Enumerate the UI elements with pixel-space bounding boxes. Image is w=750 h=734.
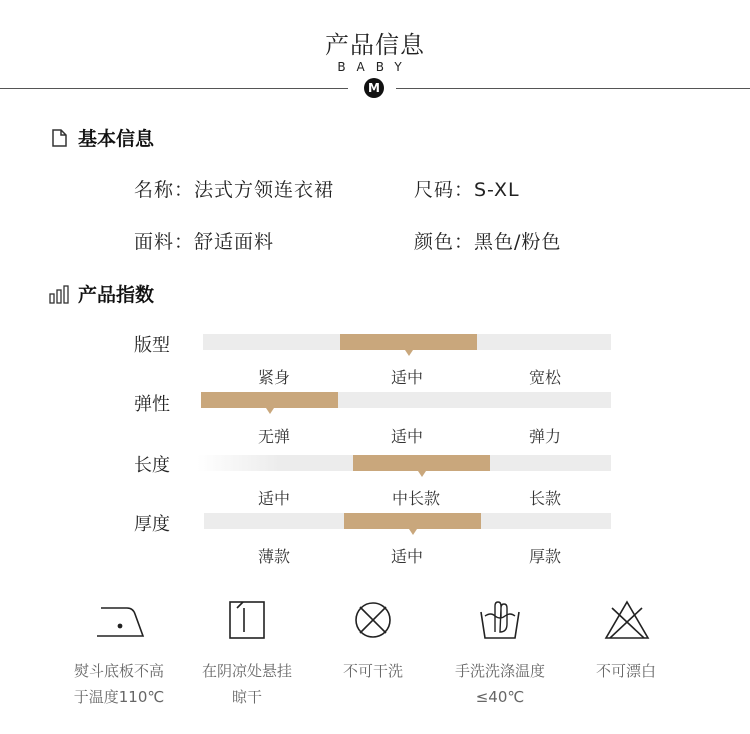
index-fill bbox=[344, 513, 481, 529]
index-row-label: 长度 bbox=[134, 455, 170, 476]
scale-label: 厚款 bbox=[528, 547, 561, 566]
scale-label: 宽松 bbox=[528, 368, 561, 387]
shade-dry-icon bbox=[220, 598, 274, 642]
scale-label: 薄款 bbox=[257, 547, 290, 566]
index-fill bbox=[340, 334, 477, 350]
scale-label: 适中 bbox=[390, 427, 423, 446]
basic-info-heading bbox=[48, 124, 154, 151]
product-color: 颜色：黑色/粉色 bbox=[414, 231, 562, 253]
index-row-label: 厚度 bbox=[134, 514, 170, 535]
scale-label: 紧身 bbox=[257, 368, 290, 387]
care-line: 手洗洗涤温度 bbox=[454, 662, 545, 680]
scale-label: 适中 bbox=[390, 547, 423, 566]
basic-info-title: 基本信息 bbox=[78, 128, 155, 150]
pointer-icon bbox=[266, 408, 274, 414]
care-shade-dry-text bbox=[182, 658, 312, 710]
scale-label: 适中 bbox=[390, 368, 423, 387]
pointer-icon bbox=[409, 529, 417, 535]
care-line: 晾干 bbox=[231, 688, 262, 706]
care-hand-wash-text bbox=[435, 658, 565, 710]
product-fabric: 面料：舒适面料 bbox=[134, 231, 275, 253]
no-bleach-icon bbox=[600, 598, 654, 642]
care-line: ≤40℃ bbox=[475, 688, 525, 706]
care-no-dry-clean-text bbox=[308, 658, 438, 684]
scale-label: 适中 bbox=[257, 489, 290, 508]
divider-right bbox=[396, 88, 750, 89]
bar-chart-icon bbox=[48, 283, 70, 305]
index-heading bbox=[48, 280, 154, 307]
care-no-bleach-text bbox=[561, 658, 691, 684]
index-row-label: 版型 bbox=[134, 335, 170, 356]
care-line: 不可漂白 bbox=[595, 662, 656, 680]
size-badge: M bbox=[364, 78, 384, 98]
care-line: 于温度110℃ bbox=[73, 688, 165, 706]
document-icon bbox=[48, 127, 70, 149]
page-subtitle: BABY bbox=[337, 60, 413, 74]
index-fill bbox=[201, 392, 338, 408]
divider-left bbox=[0, 88, 348, 89]
care-line: 熨斗底板不高 bbox=[73, 662, 164, 680]
care-line: 在阴凉处悬挂 bbox=[201, 662, 292, 680]
pointer-icon bbox=[418, 471, 426, 477]
index-title: 产品指数 bbox=[78, 284, 155, 306]
index-fill bbox=[353, 455, 490, 471]
scale-label: 弹力 bbox=[528, 427, 561, 446]
index-row-label: 弹性 bbox=[134, 394, 170, 415]
scale-label: 长款 bbox=[528, 489, 561, 508]
product-size: 尺码：S-XL bbox=[414, 179, 520, 201]
hand-wash-icon bbox=[473, 598, 527, 642]
pointer-icon bbox=[405, 350, 413, 356]
iron-icon bbox=[93, 598, 147, 642]
no-dry-clean-icon bbox=[346, 598, 400, 642]
care-line: 不可干洗 bbox=[342, 662, 403, 680]
scale-label: 中长款 bbox=[391, 489, 440, 508]
product-name: 名称：法式方领连衣裙 bbox=[134, 179, 335, 201]
page-title: 产品信息 bbox=[325, 31, 425, 59]
scale-label: 无弹 bbox=[257, 427, 290, 446]
care-iron-text bbox=[54, 658, 184, 710]
